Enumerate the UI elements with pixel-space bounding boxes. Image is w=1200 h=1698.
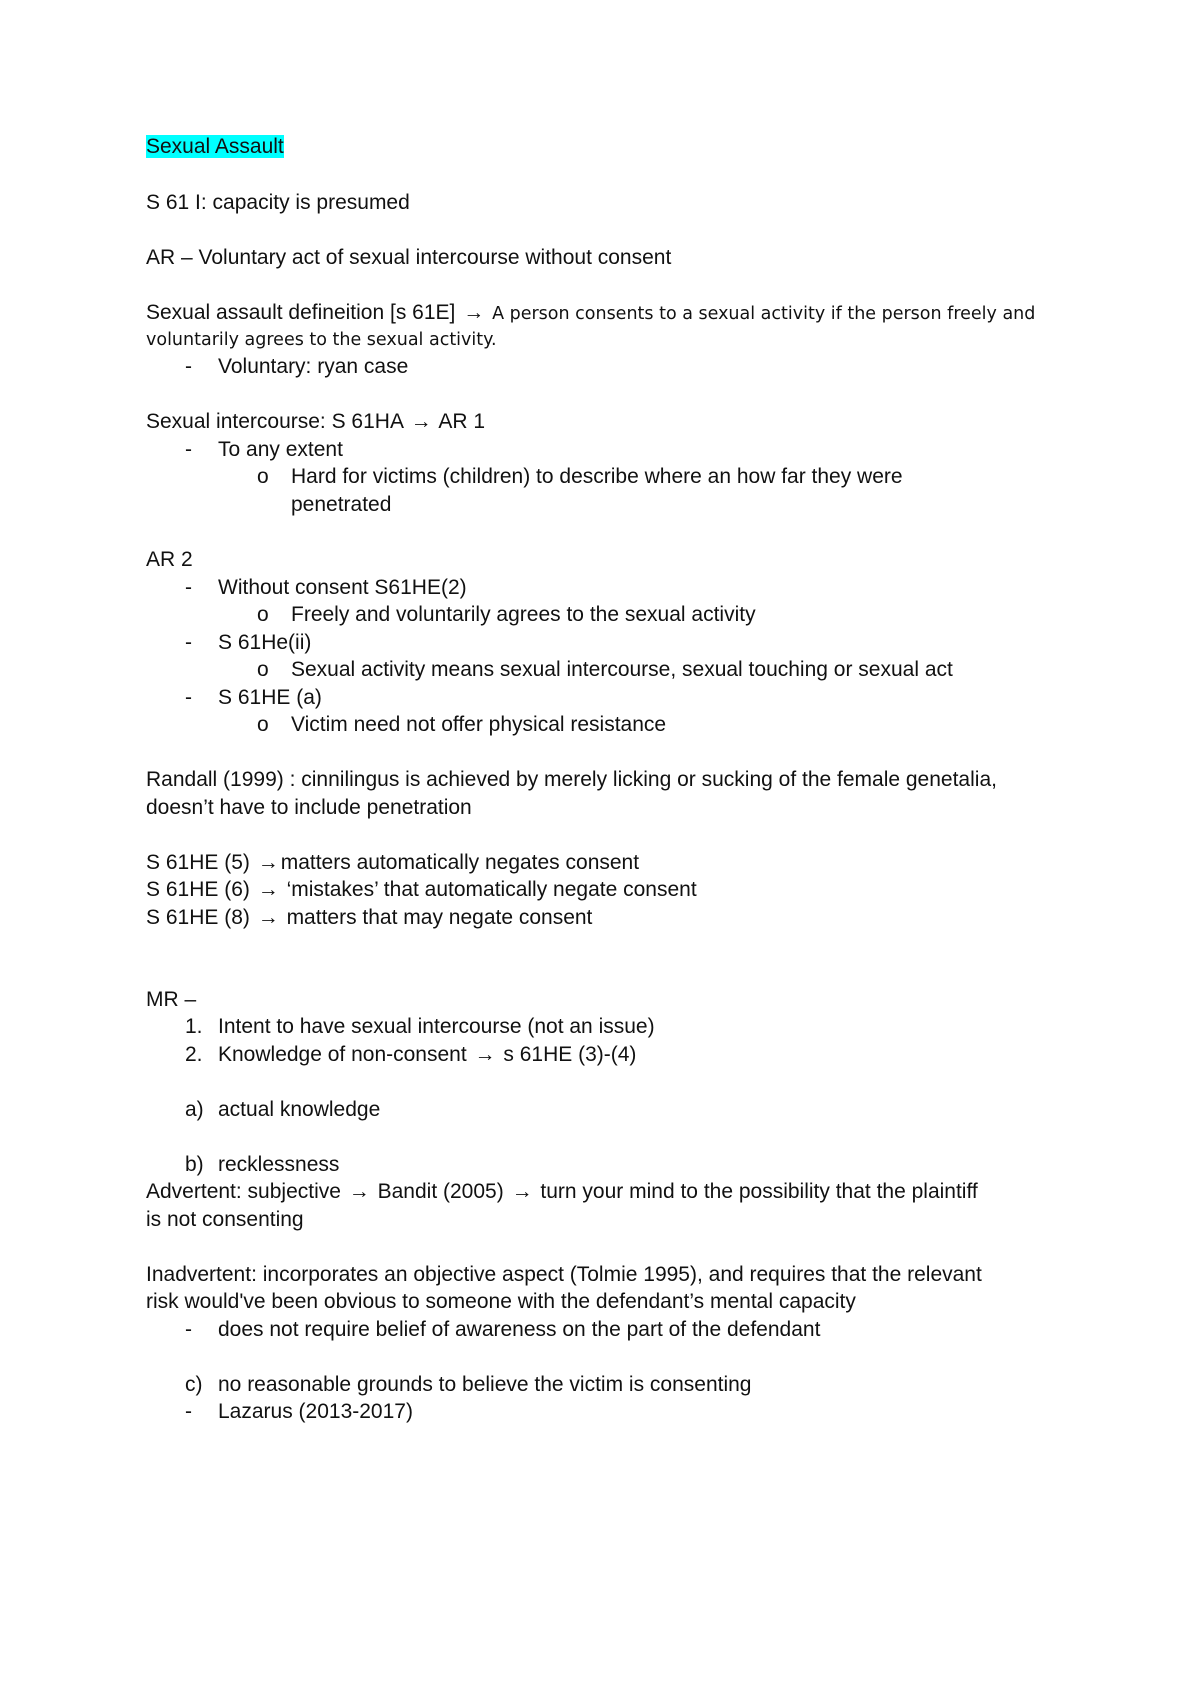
text-line: risk would've been obvious to someone with the defendant’s mental capacity — [146, 1290, 856, 1313]
text-segment: matters that may negate consent — [286, 906, 593, 929]
list-item: Voluntary: ryan case — [218, 355, 409, 378]
text-line — [146, 1177, 978, 1207]
dash-bullet: - — [185, 686, 192, 709]
arrow-icon: → — [474, 1043, 496, 1066]
list-letter: b) — [185, 1153, 204, 1176]
text-segment: S 61HE (6) — [146, 878, 250, 901]
arrow-icon: → — [410, 410, 432, 433]
dash-bullet: - — [185, 631, 192, 654]
text-line — [146, 875, 697, 905]
dash-bullet: - — [185, 355, 192, 378]
text-segment: S 61HE (5) — [146, 851, 250, 874]
text-line: is not consenting — [146, 1208, 304, 1231]
text-segment: AR 1 — [438, 410, 486, 433]
text-segment: Sexual intercourse: S 61HA — [146, 410, 403, 433]
list-item: actual knowledge — [218, 1098, 381, 1121]
list-item: recklessness — [218, 1153, 340, 1176]
list-item: Freely and voluntarily agrees to the sexual activity — [291, 603, 756, 626]
text-segment: turn your mind to the possibility that the plaintiff — [540, 1180, 978, 1203]
circle-bullet: o — [257, 465, 269, 488]
arrow-icon: → — [348, 1180, 370, 1203]
dash-bullet: - — [185, 1318, 192, 1341]
text-segment: S 61HE (8) — [146, 906, 250, 929]
text-segment: Sexual assault defineition [s 61E] — [146, 301, 456, 324]
text-segment: Knowledge of non-consent — [218, 1043, 467, 1066]
page-title: Sexual Assault — [146, 135, 284, 158]
arrow-icon: → — [463, 301, 485, 324]
list-item: penetrated — [291, 493, 392, 516]
list-number: 1. — [185, 1015, 203, 1038]
arrow-icon: → — [257, 851, 279, 874]
list-item: Hard for victims (children) to describe where an how far they were — [291, 465, 903, 488]
text-line: MR – — [146, 988, 197, 1011]
list-item: To any extent — [218, 438, 343, 461]
list-letter: a) — [185, 1098, 204, 1121]
circle-bullet: o — [257, 713, 269, 736]
text-segment: s 61HE (3)-(4) — [503, 1043, 637, 1066]
list-item: Sexual activity means sexual intercourse, sexual touching or sexual act — [291, 658, 953, 681]
text-segment: Advertent: subjective — [146, 1180, 341, 1203]
text-segment: matters automatically negates consent — [280, 851, 640, 874]
list-item: S 61HE (a) — [218, 686, 322, 709]
text-line — [146, 407, 485, 437]
text-line: AR – Voluntary act of sexual intercourse without consent — [146, 246, 672, 269]
arrow-icon: → — [257, 878, 279, 901]
text-line: S 61 I: capacity is presumed — [146, 191, 410, 214]
dash-bullet: - — [185, 576, 192, 599]
circle-bullet: o — [257, 603, 269, 626]
text-segment: Bandit (2005) — [377, 1180, 504, 1203]
arrow-icon: → — [511, 1180, 533, 1203]
text-line — [146, 903, 592, 933]
list-item: S 61He(ii) — [218, 631, 312, 654]
list-item: Victim need not offer physical resistance — [291, 713, 667, 736]
list-item: Intent to have sexual intercourse (not an issue) — [218, 1015, 655, 1038]
list-letter: c) — [185, 1373, 203, 1396]
list-item: does not require belief of awareness on the part of the defendant — [218, 1318, 821, 1341]
list-item: Without consent S61HE(2) — [218, 576, 467, 599]
text-segment: A person consents to a sexual activity if the person freely and — [492, 304, 1036, 324]
text-line: voluntarily agrees to the sexual activity. — [146, 330, 497, 350]
text-line: AR 2 — [146, 548, 193, 571]
text-line — [146, 848, 639, 878]
text-line: Inadvertent: incorporates an objective aspect (Tolmie 1995), and requires that the relevant — [146, 1263, 982, 1286]
text-line: doesn’t have to include penetration — [146, 796, 472, 819]
dash-bullet: - — [185, 1400, 192, 1423]
text-line: Randall (1999) : cinnilingus is achieved by merely licking or sucking of the female genetalia, — [146, 768, 997, 791]
dash-bullet: - — [185, 438, 192, 461]
circle-bullet: o — [257, 658, 269, 681]
arrow-icon: → — [257, 906, 279, 929]
list-item: no reasonable grounds to believe the victim is consenting — [218, 1373, 752, 1396]
list-item: Lazarus (2013-2017) — [218, 1400, 413, 1423]
list-item — [218, 1040, 636, 1070]
list-number: 2. — [185, 1043, 203, 1066]
text-segment: ‘mistakes’ that automatically negate consent — [286, 878, 697, 901]
heading — [146, 132, 284, 162]
